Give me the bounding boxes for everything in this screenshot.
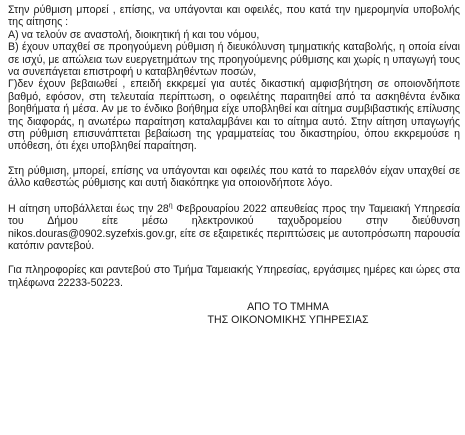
condition-b: Β) έχουν υπαχθεί σε προηγούμενη ρύθμιση ή διευκόλυνση τμηματικής καταβολής, η οποία είναι σε ισχύ, με απώλεια των ευεργετημάτων της προηγούμενης ρύθμισης και χωρίς η υπαγωγή τους να συνεπάγεται επιστροφή υ καταβληθέντων ποσών, (8, 41, 460, 79)
contact-paragraph (8, 264, 460, 289)
signature-line-1: ΑΠΟ ΤΟ ΤΜΗΜΑ (247, 301, 329, 314)
condition-c: Γ)δεν έχουν βεβαιωθεί , επειδή εκκρεμεί για αυτές δικαστική αμφισβήτηση σε οποιονδήποτε βαθμό, εφόσον, στη τελευταία περίπτωση, ο οφειλέτης παραιτηθεί από τα ασκηθέντα ένδικα βοηθήματα ή μέσα. Αν με το ένδικο βοήθημα είχε υποβληθεί και αίτημα συμβιβαστικής επίλυσης της διαφοράς, η ανωτέρω παραίτηση καταλαμβάνει και το αίτημα αυτό. Στην αίτηση υπαγωγής στη ρύθμιση επισυνάπτεται βεβαίωση της γραμματείας του δικαστηρίου, όπου εκκρεμούσε η υπόθεση, ότι έχει υποβληθεί παραίτηση. (8, 78, 460, 153)
intro-paragraph: Στην ρύθμιση μπορεί , επίσης, να υπάγονται και οφειλές, που κατά την ημερομηνία υποβολής της αίτησης : (8, 4, 460, 29)
spacer (8, 252, 460, 264)
spacer (8, 190, 460, 203)
submission-text: Φεβρουαρίου 2022 απευθείας προς την Ταμειακή Υπηρεσία του Δήμου είτε μέσω ηλεκτρονικού ταχυδρομείου στην διεύθυνση (8, 202, 460, 228)
para4-text: Για πληροφορίες και ραντεβού στο Τμήμα Ταμειακής Υπηρεσίας, εργάσιμες ημέρες και ώρες στα τηλέφωνα 22233-50223. (8, 264, 460, 289)
deadline-text: Η αίτηση υποβάλλεται έως την 28 (8, 202, 169, 215)
ordinal-superscript: η (168, 202, 173, 210)
document-page (8, 4, 460, 327)
condition-a: Α) να τελούν σε αναστολή, διοικητική ή και του νόμου, (8, 28, 260, 41)
para3-text (8, 203, 460, 253)
submission-paragraph (8, 203, 460, 253)
intro-section (8, 4, 460, 153)
submission-tail: , είτε σε εξαιρετικές περιπτώσεις με αυτοπρόσωπη παρουσία κατόπιν ραντεβού. (8, 227, 460, 252)
prior-arrangement-paragraph (8, 165, 460, 190)
spacer (8, 153, 460, 165)
para2-text: Στη ρύθμιση, μπορεί, επίσης να υπάγονται και οφειλές που κατά το παρελθόν είχαν υπαχθεί σε άλλο καθεστώς ρύθμισης και αυτή διακόπηκε για οποιονδήποτε λόγο. (8, 164, 460, 190)
spacer (8, 289, 460, 301)
email-link[interactable]: nikos.douras@0902.syzefxis.gov.gr (8, 227, 175, 240)
signature-line-2: ΤΗΣ ΟΙΚΟΝΟΜΙΚΗΣ ΥΠΗΡΕΣΙΑΣ (207, 314, 369, 327)
signature-block (198, 301, 378, 327)
